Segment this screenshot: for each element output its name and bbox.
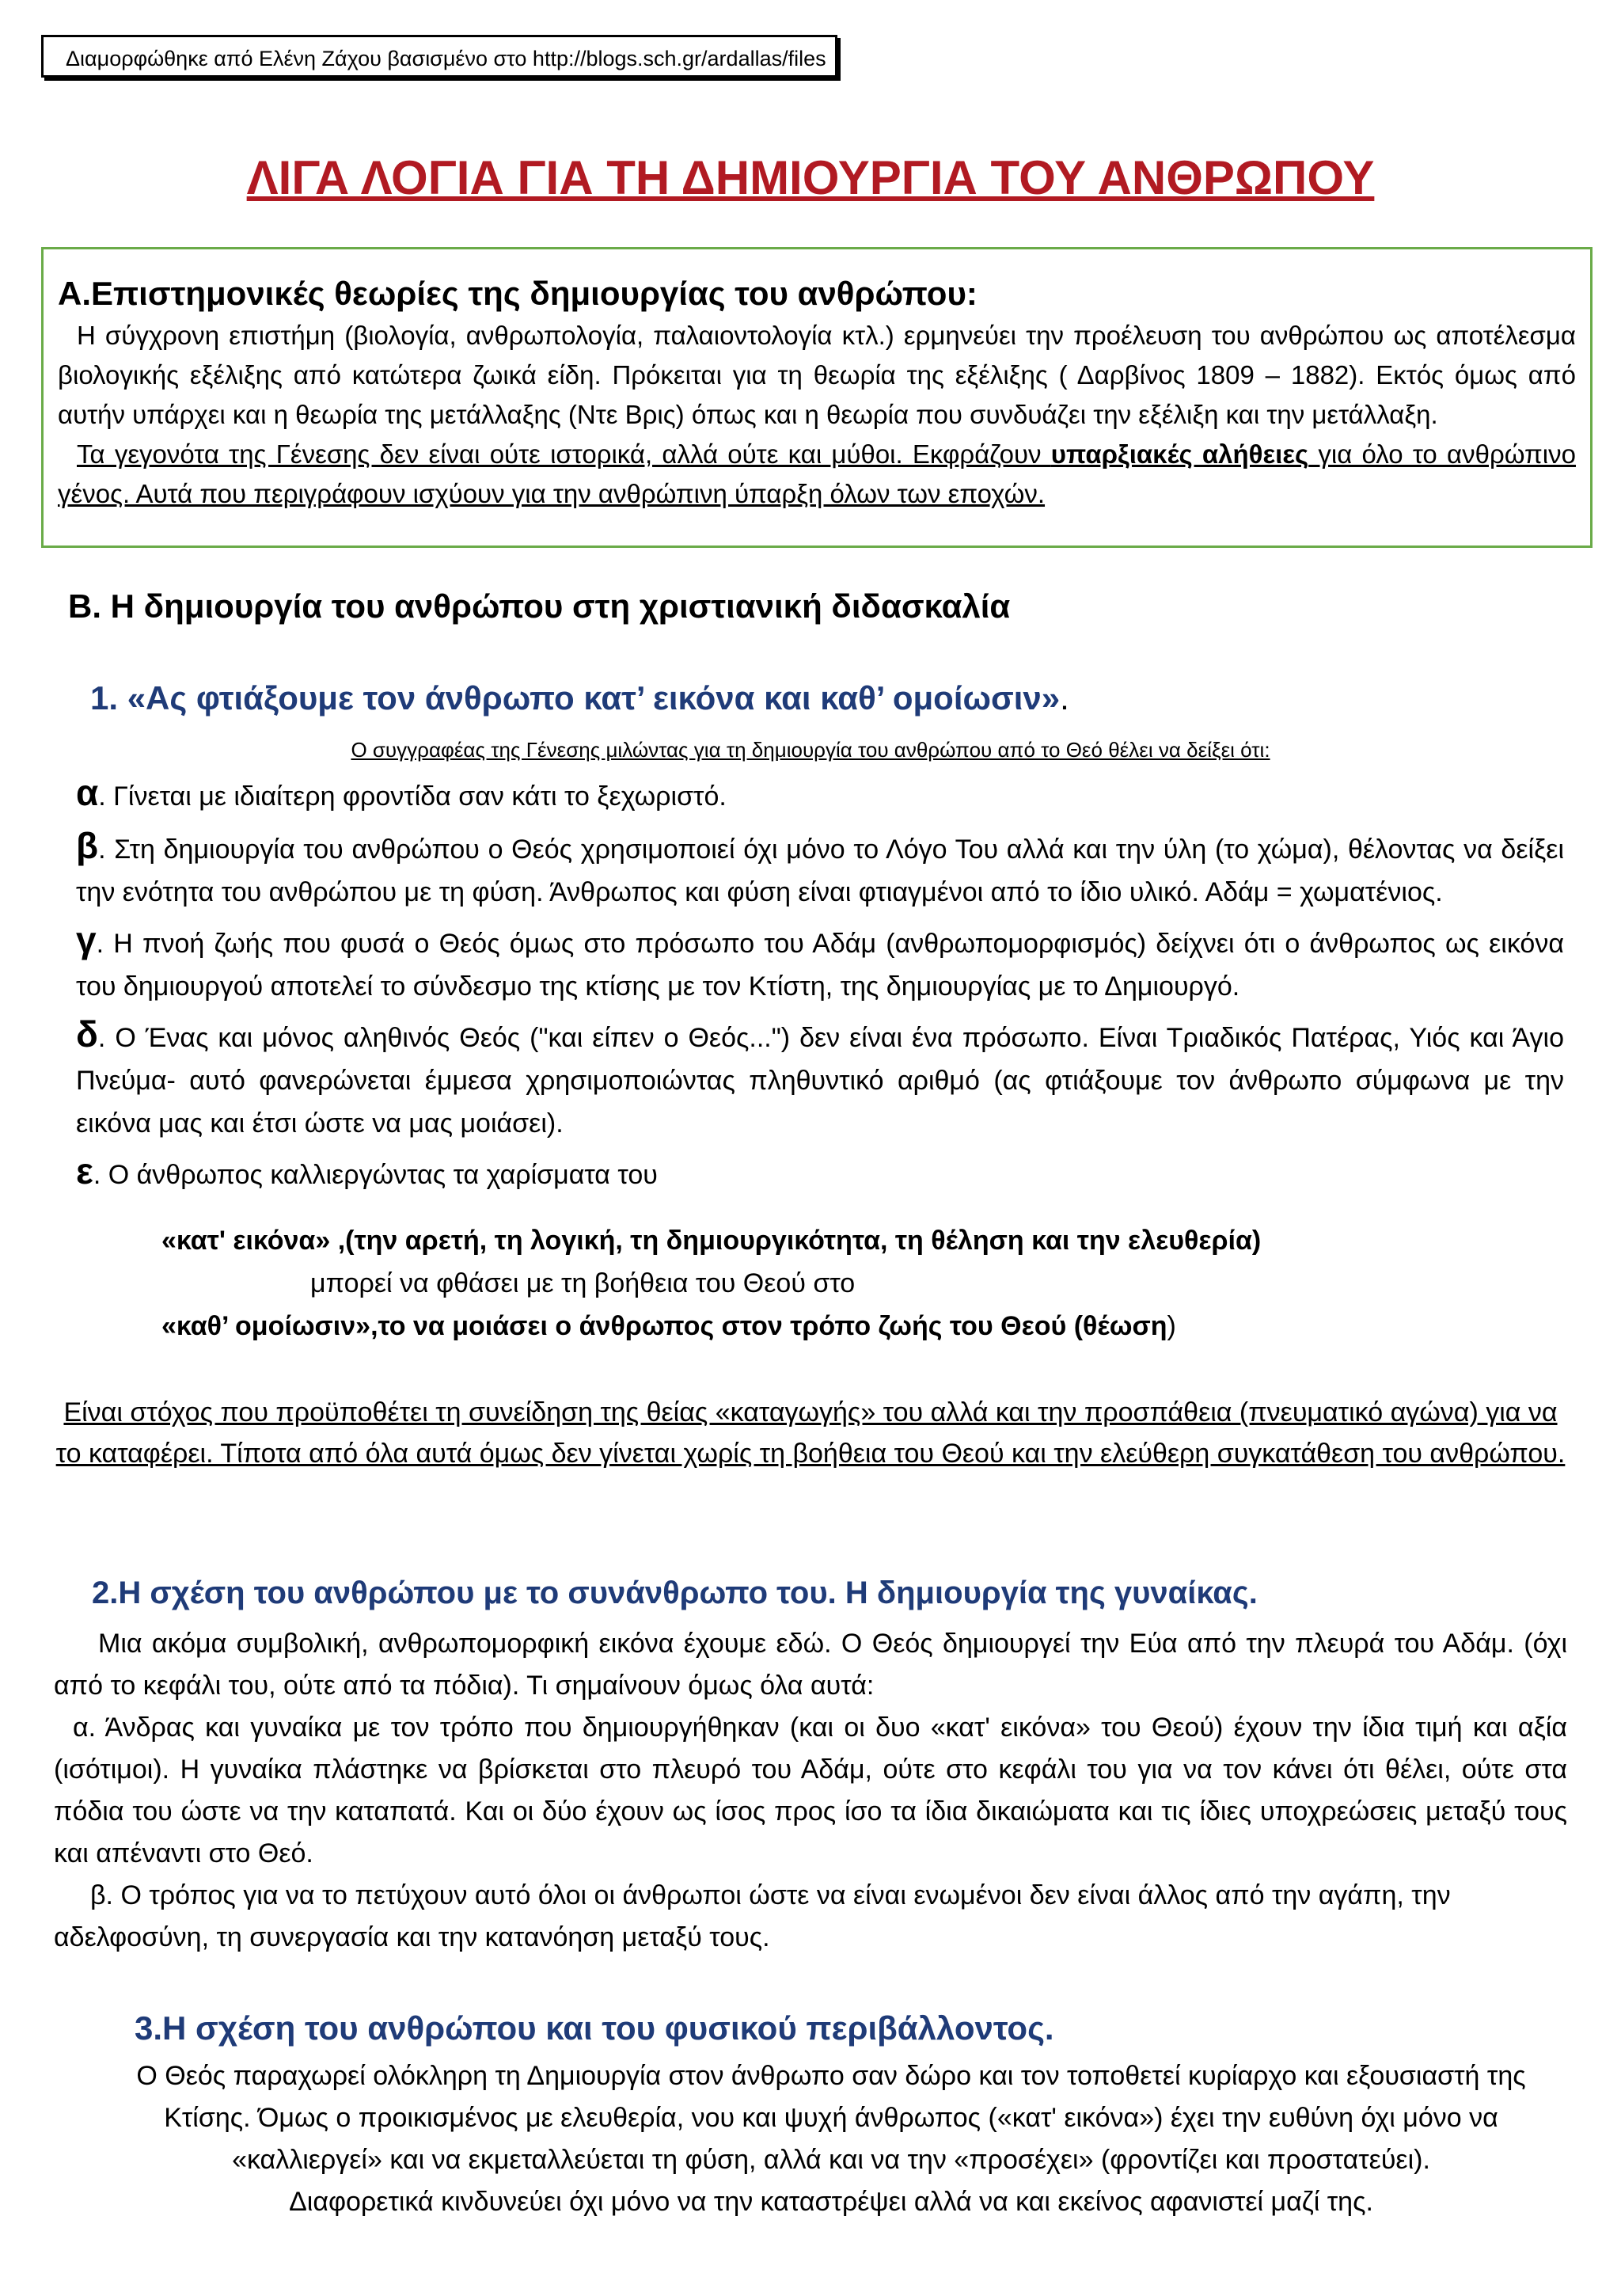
list-item xyxy=(76,824,1564,914)
subsection-2-body xyxy=(54,1623,1567,1959)
subsection-3-heading: 3.Η σχέση του ανθρώπου και του φυσικού περιβάλλοντος. xyxy=(135,2009,1054,2047)
list-item-mark: γ xyxy=(76,919,97,960)
list-item xyxy=(76,771,1564,818)
subsection-1-list xyxy=(76,771,1564,1198)
subsection-3-body xyxy=(119,2055,1543,2223)
section-a-box xyxy=(41,247,1593,548)
subsection-2-paragraph-1: Μια ακόμα συμβολική, ανθρωπομορφική εικόνα έχουμε εδώ. Ο Θεός δημιουργεί την Εύα από την πλευρά του Αδάμ. (όχι από το κεφάλι του, ούτε από τα πόδια). Τι σημαίνουν όμως όλα αυτά: xyxy=(54,1629,1567,1701)
list-item xyxy=(76,918,1564,1008)
section-a-heading: Α.Επιστημονικές θεωρίες της δημιουργίας του ανθρώπου: xyxy=(58,275,978,312)
page-title: ΛΙΓΑ ΛΟΓΙΑ ΓΙΑ ΤΗ ΔΗΜΙΟΥΡΓΙΑ ΤΟΥ ΑΝΘΡΩΠΟΥ xyxy=(246,151,1375,204)
list-item-text: . Στη δημιουργία του ανθρώπου ο Θεός χρησιμοποιεί όχι μόνο το Λόγο Του αλλά και την ύλη (το χώμα), θέλοντας να δείξει την ενότητα του ανθρώπου με τη φύση. Άνθρωπος και φύση είναι φτιαγμένοι από το ίδιο υλικό. Αδάμ = χωματένιος. xyxy=(76,834,1564,907)
list-item-text: . Γίνεται με ιδιαίτερη φροντίδα σαν κάτι το ξεχωριστό. xyxy=(98,781,727,812)
list-item-mark: β xyxy=(76,825,99,866)
list-item-text: . Ο άνθρωπος καλλιεργώντας τα χαρίσματα του xyxy=(93,1160,658,1190)
subsection-1-heading xyxy=(90,679,1069,717)
subsection-1-heading-text: 1. «Ας φτιάξουμε τον άνθρωπο κατ’ εικόνα και καθ’ ομοίωσιν» xyxy=(90,679,1061,717)
kath-omoiosin-end: ) xyxy=(1167,1311,1176,1341)
list-item-mark: α xyxy=(76,772,99,813)
list-item-mark: ε xyxy=(76,1150,93,1192)
goal-paragraph: Είναι στόχος που προϋποθέτει τη συνείδηση της θείας «καταγωγής» του αλλά και την προσπάθεια (πνευματικό αγώνα) για να το καταφέρει. Τίποτα από όλα αυτά όμως δεν γίνεται χωρίς τη βοήθεια του Θεού και την ελεύθερη συγκατάθεση του ανθρώπου. xyxy=(55,1397,1566,1469)
mporei-line: μπορεί να φθάσει με τη βοήθεια του Θεού στο xyxy=(310,1268,856,1298)
kath-omoiosin-line xyxy=(161,1311,1176,1342)
list-item xyxy=(76,1150,1564,1196)
subsection-1-intro: Ο συγγραφέας της Γένεσης μιλώντας για τη δημιουργία του ανθρώπου από το Θεό θέλει να δείξει ότι: xyxy=(351,738,1270,762)
section-a-p2-end: για όλο το ανθρώπινο γένος. Αυτά που περιγράφουν ισχύουν για την ανθρώπινη ύπαρξη όλων των εποχών. xyxy=(58,439,1576,508)
section-a-paragraph-2 xyxy=(58,435,1576,514)
kat-eikona-line: «κατ' εικόνα» ,(την αρετή, τη λογική, τη δημιουργικότητα, τη θέληση και την ελευθερία) xyxy=(161,1226,1262,1256)
section-a-p2-bold: υπαρξιακές αλήθειες xyxy=(1050,439,1309,469)
section-b-heading: Β. Η δημιουργία του ανθρώπου στη χριστιανική διδασκαλία xyxy=(68,587,1011,625)
subsection-2-heading: 2.Η σχέση του ανθρώπου με το συνάνθρωπο του. Η δημιουργία της γυναίκας. xyxy=(92,1576,1258,1610)
section-a-p2-start: Τα γεγονότα της Γένεσης δεν είναι ούτε ιστορικά, αλλά ούτε και μύθοι. Εκφράζουν xyxy=(77,439,1051,469)
kath-omoiosin-text: «καθ’ ομοίωσιν»,το να μοιάσει ο άνθρωπος στον τρόπο ζωής του Θεού (θέωση xyxy=(161,1311,1167,1341)
section-a-paragraph-1: Η σύγχρονη επιστήμη (βιολογία, ανθρωπολογία, παλαιοντολογία κτλ.) ερμηνεύει την προέλευση του ανθρώπου ως αποτέλεσμα βιολογικής εξέλιξης από κατώτερα ζωικά είδη. Πρόκειται για τη θεωρία της εξέλιξης ( Δαρβίνος 1809 – 1882). Εκτός όμως από αυτήν υπάρχει και η θεωρία της μετάλλαξης (Ντε Βρις) όπως και η θεωρία που συνδυάζει την εξέλιξη και την μετάλλαξη. xyxy=(58,321,1576,429)
list-item xyxy=(76,1013,1564,1145)
list-item-mark: δ xyxy=(76,1013,98,1055)
subsection-3-paragraph-2: Διαφορετικά κινδυνεύει όχι μόνο να την καταστρέψει αλλά να και εκείνος αφανιστεί μαζί της. xyxy=(289,2187,1373,2217)
subsection-3-paragraph-1: Ο Θεός παραχωρεί ολόκληρη τη Δημιουργία στον άνθρωπο σαν δώρο και τον τοποθετεί κυρίαρχο και εξουσιαστή της Κτίσης. Όμως ο προικισμένος με ελευθερία, νου και ψυχή άνθρωπος («κατ' εικόνα») έχει την ευθύνη όχι μόνο να «καλλιεργεί» και να εκμεταλλεύεται τη φύση, αλλά και να την «προσέχει» (φροντίζει και προστατεύει). xyxy=(136,2061,1526,2175)
list-item-text: . Ο Ένας και μόνος αληθινός Θεός ("και είπεν ο Θεός...") δεν είναι ένα πρόσωπο. Είναι Τριαδικός Πατέρας, Υιός και Άγιο Πνεύμα- αυτό φανερώνεται έμμεσα χρησιμοποιώντας πληθυντικό αριθμό (ας φτιάξουμε τον άνθρωπο σύμφωνα με την εικόνα μας και έτσι ώστε να μας μοιάσει). xyxy=(76,1023,1564,1138)
credit-box: Διαμορφώθηκε από Ελένη Ζάχου βασισμένο στο http://blogs.sch.gr/ardallas/files xyxy=(41,35,837,78)
subsection-1-heading-end: . xyxy=(1060,679,1069,717)
list-item-text: . Η πνοή ζωής που φυσά ο Θεός όμως στο πρόσωπο του Αδάμ (ανθρωπομορφισμός) δείχνει ότι ο άνθρωπος ως εικόνα του δημιουργού αποτελεί το σύνδεσμο της κτίσης με τον Κτίστη, της δημιουργίας με το Δημιουργό. xyxy=(76,929,1564,1002)
subsection-2-paragraph-3: β. Ο τρόπος για να το πετύχουν αυτό όλοι οι άνθρωποι ώστε να είναι ενωμένοι δεν είναι άλλος από την αγάπη, την αδελφοσύνη, τη συνεργασία και την κατανόηση μεταξύ τους. xyxy=(54,1880,1451,1952)
subsection-2-paragraph-2: α. Άνδρας και γυναίκα με τον τρόπο που δημιουργήθηκαν (και οι δυο «κατ' εικόνα» του Θεού) έχουν την ίδια τιμή και αξία (ισότιμοι). Η γυναίκα πλάστηκε να βρίσκεται στο πλευρό του Αδάμ, ούτε στο κεφάλι του για να τον κάνει ότι θέλει, ούτε στα πόδια του ώστε να την καταπατά. Και οι δύο έχουν ως ίσος προς ίσο τα ίδια δικαιώματα και τις ίδιες υποχρεώσεις μεταξύ τους και απέναντι στο Θεό. xyxy=(54,1712,1567,1868)
